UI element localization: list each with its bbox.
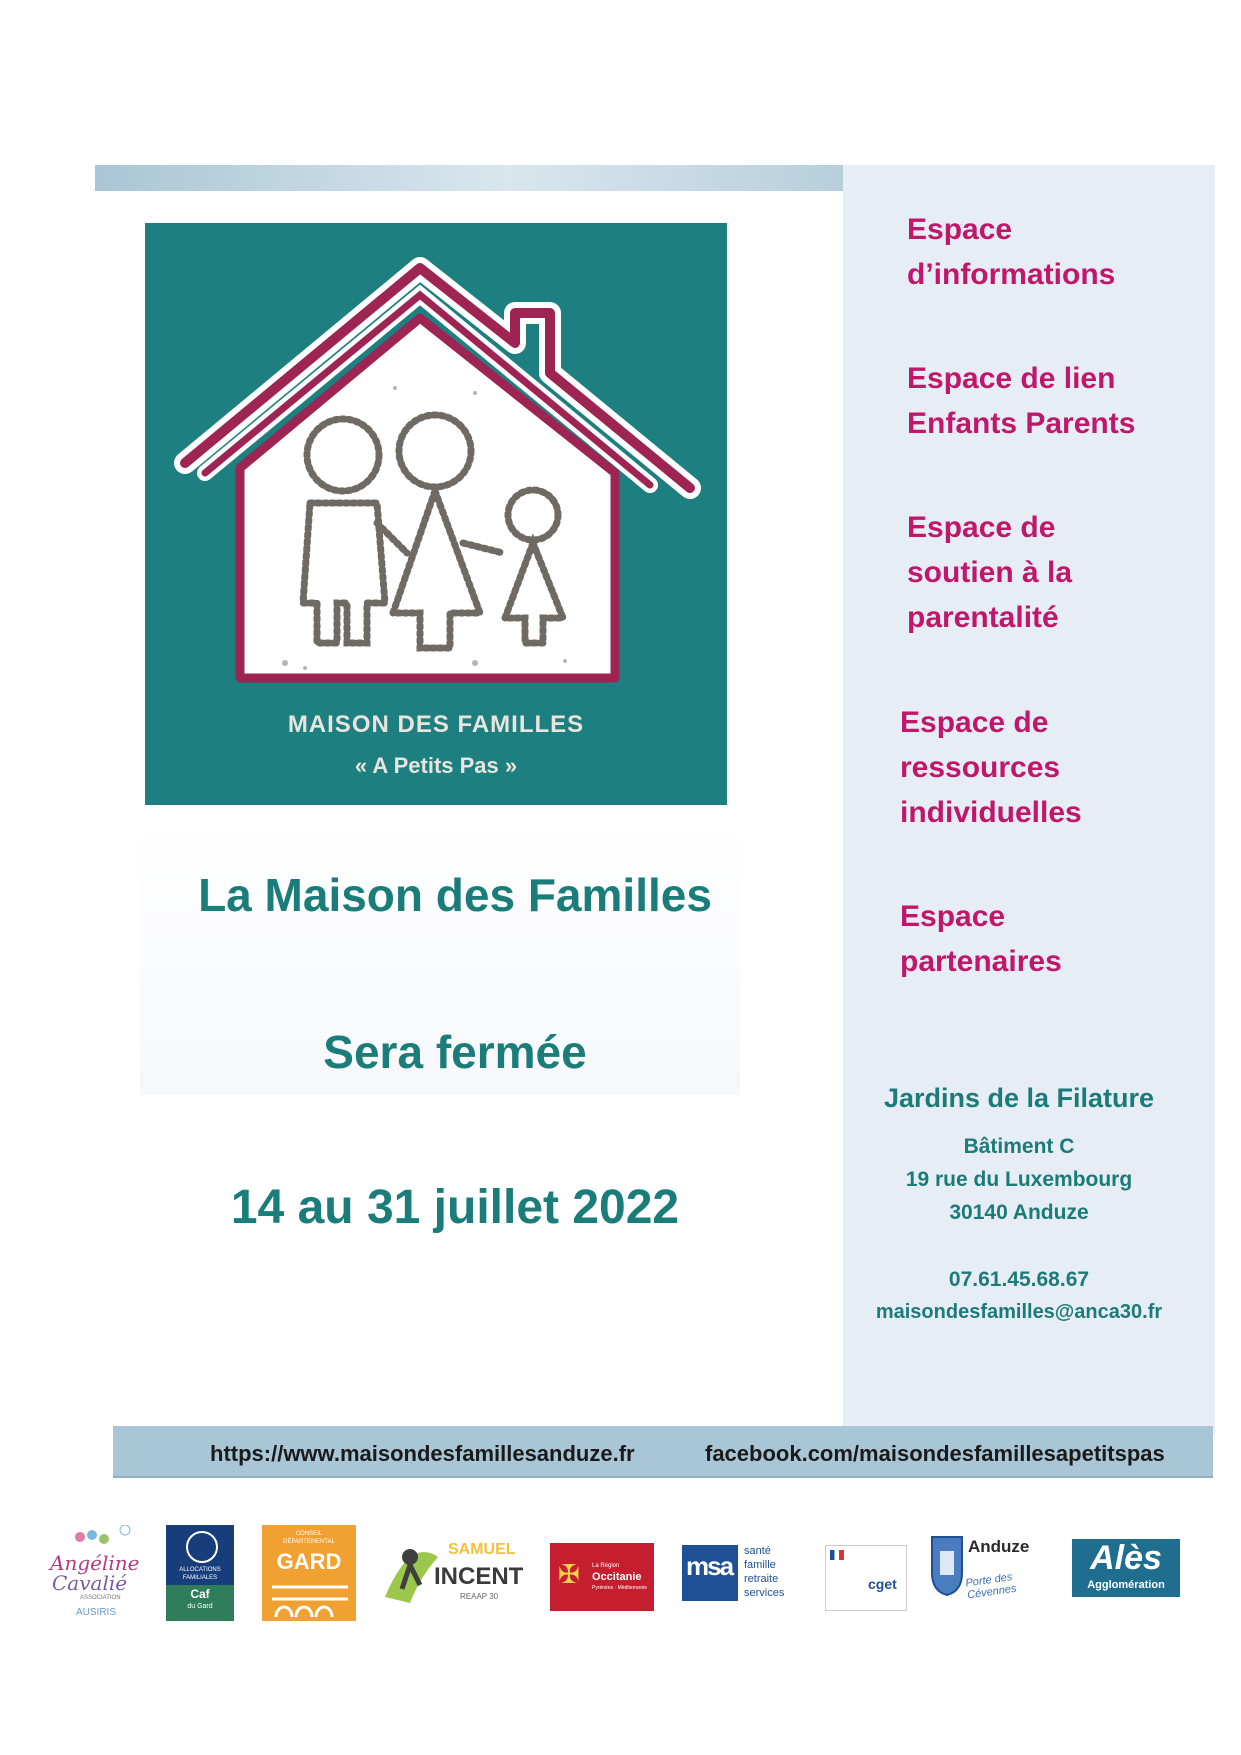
email-link[interactable]: maisondesfamilles@anca30.fr <box>875 1301 1163 1323</box>
angeline-cavalie-logo: Angéline Cavalié ASSOCIATION AUSIRIS <box>40 1525 140 1625</box>
service-item: Espace de ressources individuelles <box>900 706 1082 829</box>
pont-du-gard-icon <box>272 1583 348 1617</box>
headline-title: La Maison des Familles <box>198 869 712 921</box>
address-building: Bâtiment C <box>963 1135 1075 1158</box>
caf-emblem-icon <box>186 1531 218 1563</box>
address-city: 30140 Anduze <box>949 1201 1089 1224</box>
cget-logo: cget <box>825 1545 907 1611</box>
facebook-link[interactable]: facebook.com/maisondesfamillesapetitspas <box>705 1441 1165 1466</box>
service-item: Espace d’informations <box>907 213 1116 291</box>
logo-subtitle: « A Petits Pas » <box>354 753 518 778</box>
samuel-vincent-icon <box>380 1537 440 1607</box>
address-street: 19 rue du Luxembourg <box>905 1168 1133 1191</box>
partner-logos <box>40 1525 1200 1630</box>
phone-number[interactable]: 07.61.45.68.67 <box>948 1268 1090 1291</box>
top-decorative-bar <box>95 165 843 191</box>
samuel-vincent-logo: SAMUEL INCENT REAAP 30 <box>380 1537 515 1617</box>
caf-gard-logo: ALLOCATIONS FAMILIALES Caf du Gard <box>166 1525 234 1621</box>
service-item: Espace de lien Enfants Parents <box>907 362 1136 440</box>
gard-logo: CONSEIL DÉPARTEMENTAL GARD <box>262 1525 356 1621</box>
french-flag-icon <box>830 1550 844 1560</box>
service-item: Espace de soutien à la parentalité <box>907 511 1073 634</box>
headline-dates: 14 au 31 juillet 2022 <box>230 1181 680 1234</box>
msa-icon: msa <box>682 1545 738 1601</box>
occitan-cross-icon: ✠ <box>558 1559 580 1589</box>
service-item: Espace partenaires <box>900 900 1062 978</box>
website-link[interactable]: https://www.maisondesfamillesanduze.fr <box>210 1441 635 1466</box>
logo-title: MAISON DES FAMILLES <box>287 711 585 738</box>
maison-des-familles-logo <box>145 223 727 805</box>
address-title: Jardins de la Filature <box>883 1083 1155 1113</box>
headline-closed: Sera fermée <box>323 1026 587 1078</box>
msa-logo: msa santé famille retraite services <box>682 1545 802 1605</box>
occitanie-logo: ✠ La Région Occitanie Pyrénées · Méditerranée <box>550 1543 654 1611</box>
ales-agglomeration-logo: Alès Agglomération <box>1072 1539 1180 1597</box>
anduze-logo: Anduze Porte des Cévennes <box>930 1533 1060 1617</box>
anduze-crest-icon <box>930 1533 964 1597</box>
